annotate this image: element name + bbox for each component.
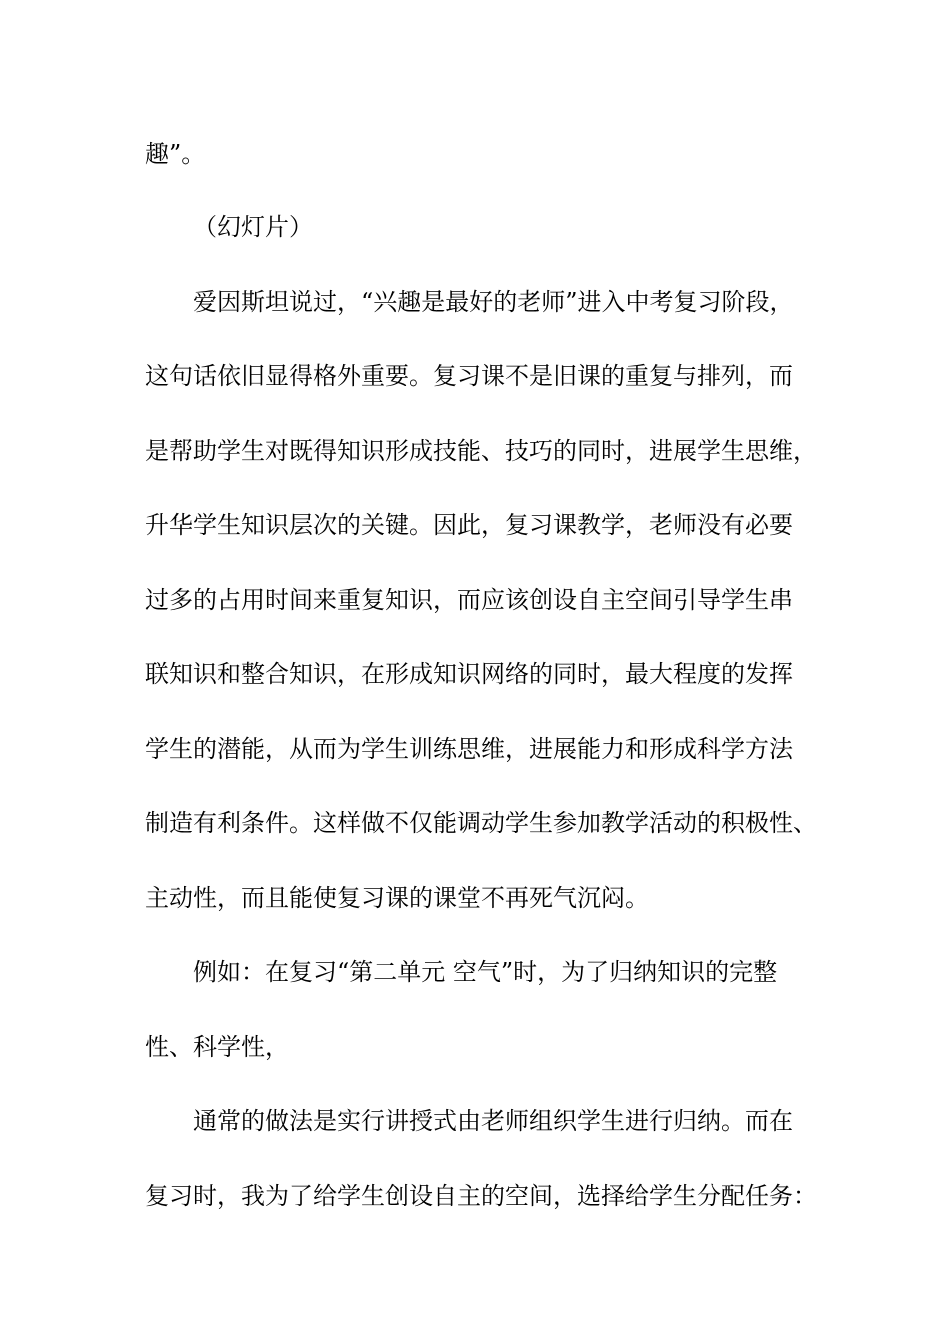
- text-line-3: 爱因斯坦说过，“兴趣是最好的老师”进入中考复习阶段，: [193, 288, 794, 316]
- text-line-1: 趣”。: [145, 140, 206, 168]
- text-line-4: 这句话依旧显得格外重要。复习课不是旧课的重复与排列，而: [145, 362, 793, 390]
- text-line-14: 通常的做法是实行讲授式由老师组织学生进行归纳。而在: [193, 1107, 793, 1135]
- text-line-11: 主动性，而且能使复习课的课堂不再死气沉闷。: [145, 884, 649, 912]
- text-line-slide-note: （幻灯片）: [193, 213, 313, 241]
- text-line-13: 性、科学性，: [145, 1033, 289, 1061]
- text-line-6: 升华学生知识层次的关键。因此，复习课教学，老师没有必要: [145, 511, 793, 539]
- text-line-9: 学生的潜能，从而为学生训练思维，进展能力和形成科学方法: [145, 735, 793, 763]
- text-line-12: 例如：在复习“第二单元 空气”时，为了归纳知识的完整: [193, 958, 778, 986]
- text-line-8: 联知识和整合知识，在形成知识网络的同时，最大程度的发挥: [145, 660, 793, 688]
- text-line-5: 是帮助学生对既得知识形成技能、技巧的同时，进展学生思维，: [145, 437, 817, 465]
- text-line-7: 过多的占用时间来重复知识，而应该创设自主空间引导学生串: [145, 586, 793, 614]
- text-line-10: 制造有利条件。这样做不仅能调动学生参加教学活动的积极性、: [145, 809, 817, 837]
- text-line-15: 复习时，我为了给学生创设自主的空间，选择给学生分配任务：: [145, 1182, 817, 1210]
